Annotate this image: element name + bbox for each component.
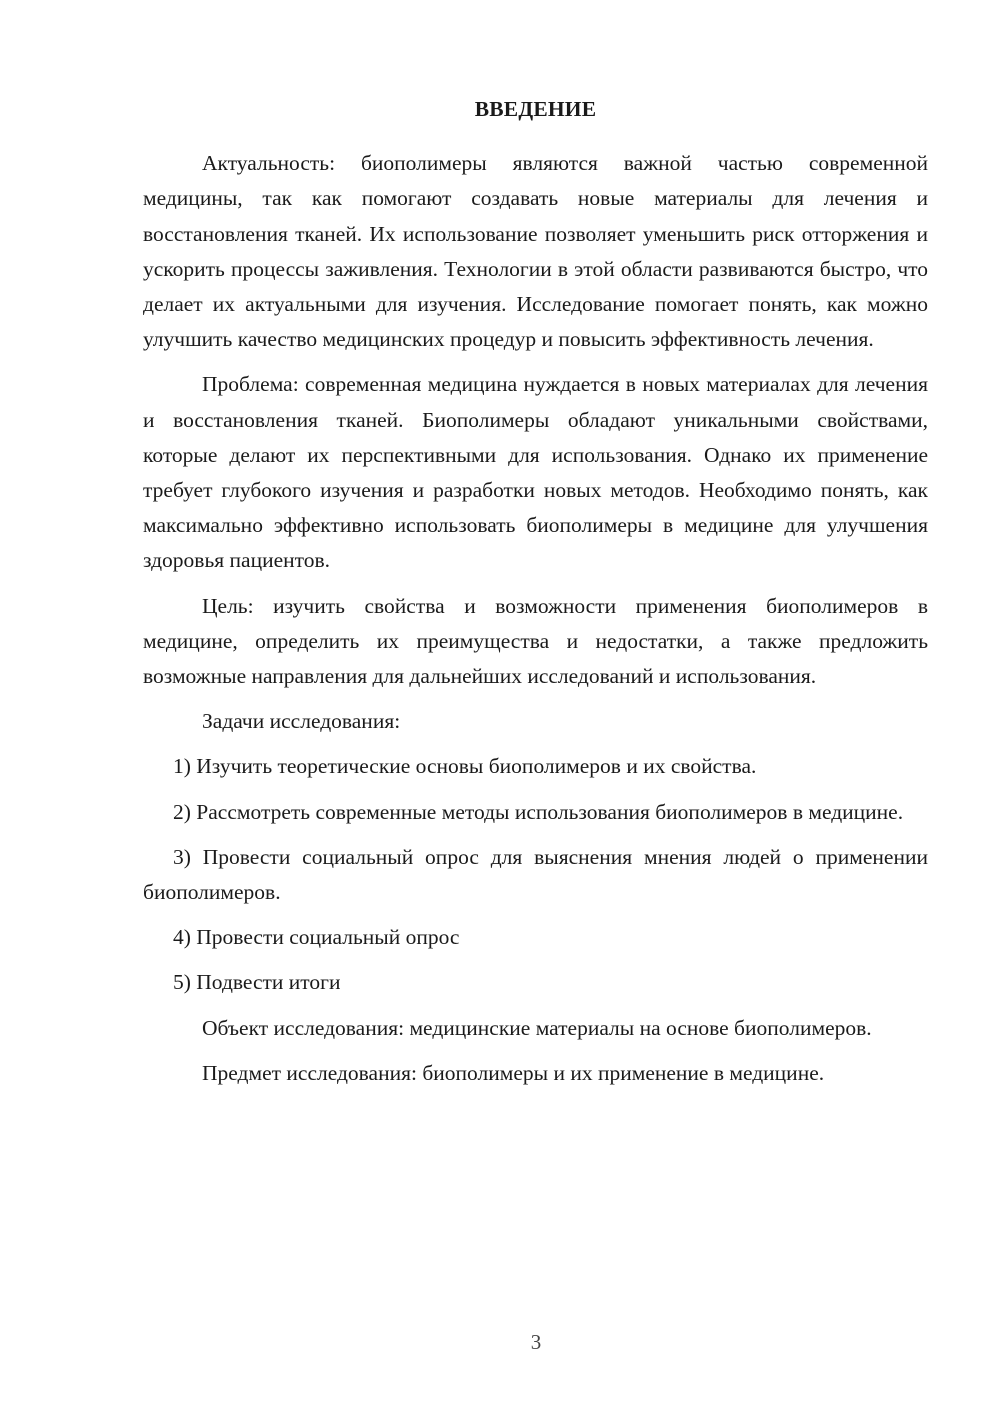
task-item-3: 3) Провести социальный опрос для выяснения мнения людей о применении биополимеров.: [143, 844, 928, 905]
paragraph-problem: Проблема: современная медицина нуждается в новых материалах для лечения и восстановления тканей. Биополимеры обладают уникальными свойствами, которые делают их перспективными для использования. Однако их применение требует глубокого изучения и разработки новых методов. Необходимо понять, как максимально эффективно использовать биополимеры в медицине для улучшения здоровья пациентов.: [143, 372, 928, 573]
task-item-1: 1) Изучить теоретические основы биополимеров и их свойства.: [173, 754, 757, 779]
section-title: ВВЕДЕНИЕ: [474, 97, 597, 121]
page-number: 3: [530, 1330, 542, 1354]
task-item-5: 5) Подвести итоги: [173, 970, 341, 995]
document-page: [143, 92, 928, 1101]
paragraph-goal: Цель: изучить свойства и возможности применения биополимеров в медицине, определить их преимущества и недостатки, а также предложить возможные направления для дальнейших исследований и использования.: [143, 593, 928, 689]
paragraph-subject: Предмет исследования: биополимеры и их применение в медицине.: [202, 1060, 825, 1085]
tasks-heading: Задачи исследования:: [202, 709, 401, 734]
paragraph-relevance: Актуальность: биополимеры являются важной частью современной медицины, так как помогают создавать новые материалы для лечения и восстановления тканей. Их использование позволяет уменьшить риск отторжения и ускорить процессы заживления. Технологии в этой области развиваются быстро, что делает их актуальными для изучения. Исследование помогает понять, как можно улучшить качество медицинских процедур и повысить эффективность лечения.: [143, 151, 928, 352]
task-item-2: 2) Рассмотреть современные методы использования биополимеров в медицине.: [173, 799, 904, 824]
paragraph-object: Объект исследования: медицинские материалы на основе биополимеров.: [202, 1015, 872, 1040]
task-item-4: 4) Провести социальный опрос: [173, 925, 460, 950]
